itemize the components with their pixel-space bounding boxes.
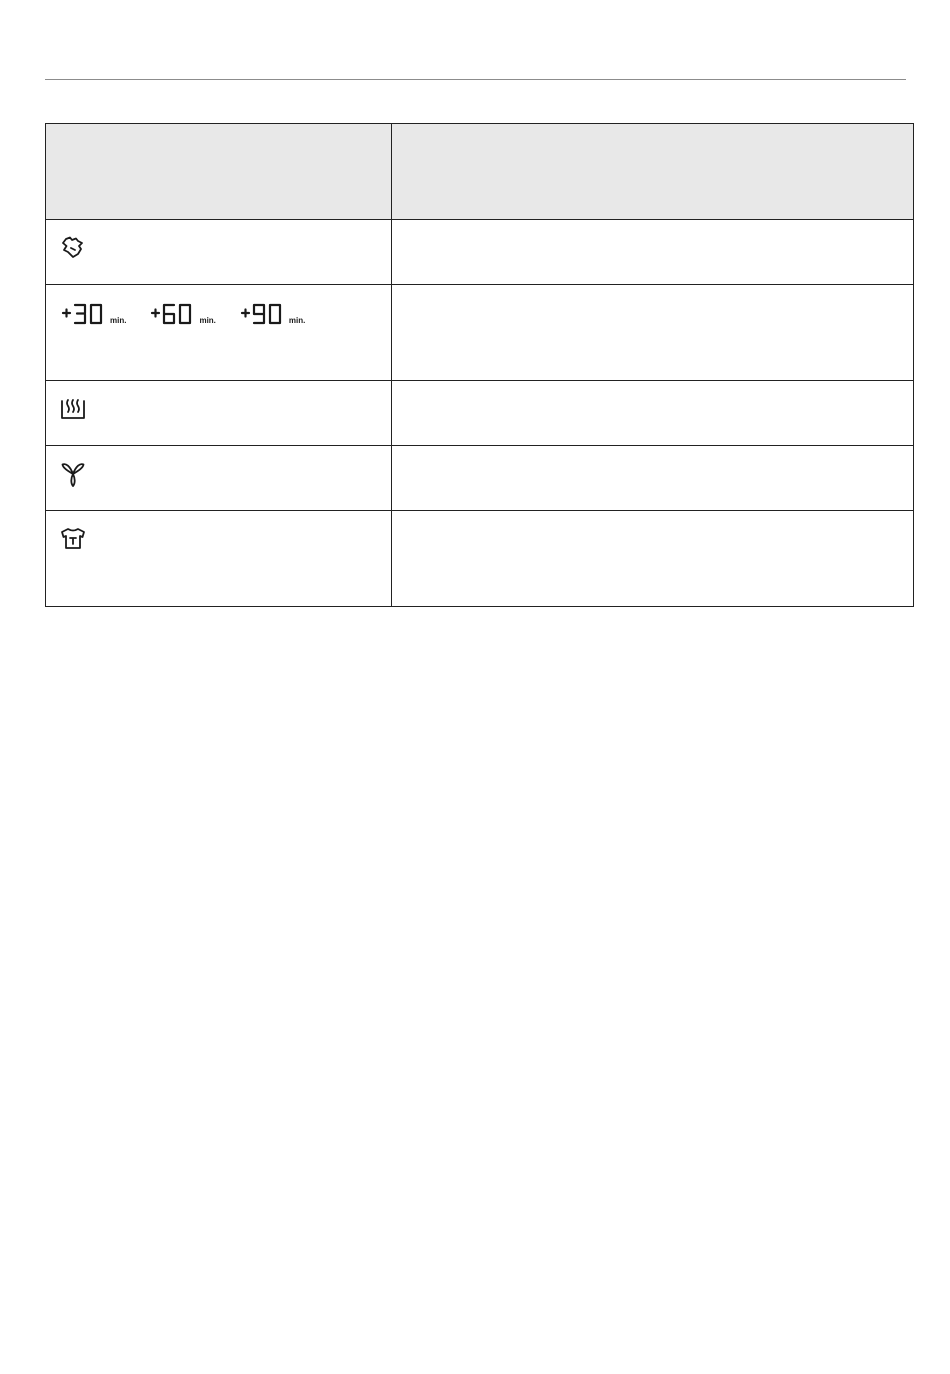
- table-row: [46, 285, 914, 381]
- time-option-90: [240, 302, 305, 326]
- symbol-cell: [46, 446, 392, 511]
- symbol-cell: [46, 511, 392, 607]
- header-description-cell: [392, 124, 914, 220]
- description-cell: [392, 381, 914, 446]
- time-unit-label: min.: [288, 316, 306, 325]
- symbol-cell: [46, 285, 392, 381]
- steam-icon: [58, 394, 88, 424]
- time-extension-options: [61, 302, 391, 326]
- time-unit-label: min.: [199, 316, 216, 325]
- time-option-30: [61, 302, 126, 326]
- time-unit-label: min.: [110, 316, 127, 325]
- table-row: [46, 220, 914, 285]
- crease-guard-icon: [58, 233, 88, 263]
- symbol-cell: [46, 220, 392, 285]
- description-cell: [392, 220, 914, 285]
- fan-icon: [58, 459, 88, 489]
- header-symbol-cell: [46, 124, 392, 220]
- symbol-table: [45, 123, 914, 607]
- time-option-60: [150, 302, 215, 326]
- symbol-cell: [46, 381, 392, 446]
- table-row: [46, 381, 914, 446]
- table-header-row: [46, 124, 914, 220]
- description-cell: [392, 511, 914, 607]
- table-row: [46, 511, 914, 607]
- shirt-icon: [58, 524, 88, 554]
- table-row: [46, 446, 914, 511]
- top-rule: [45, 79, 906, 80]
- description-cell: [392, 446, 914, 511]
- description-cell: [392, 285, 914, 381]
